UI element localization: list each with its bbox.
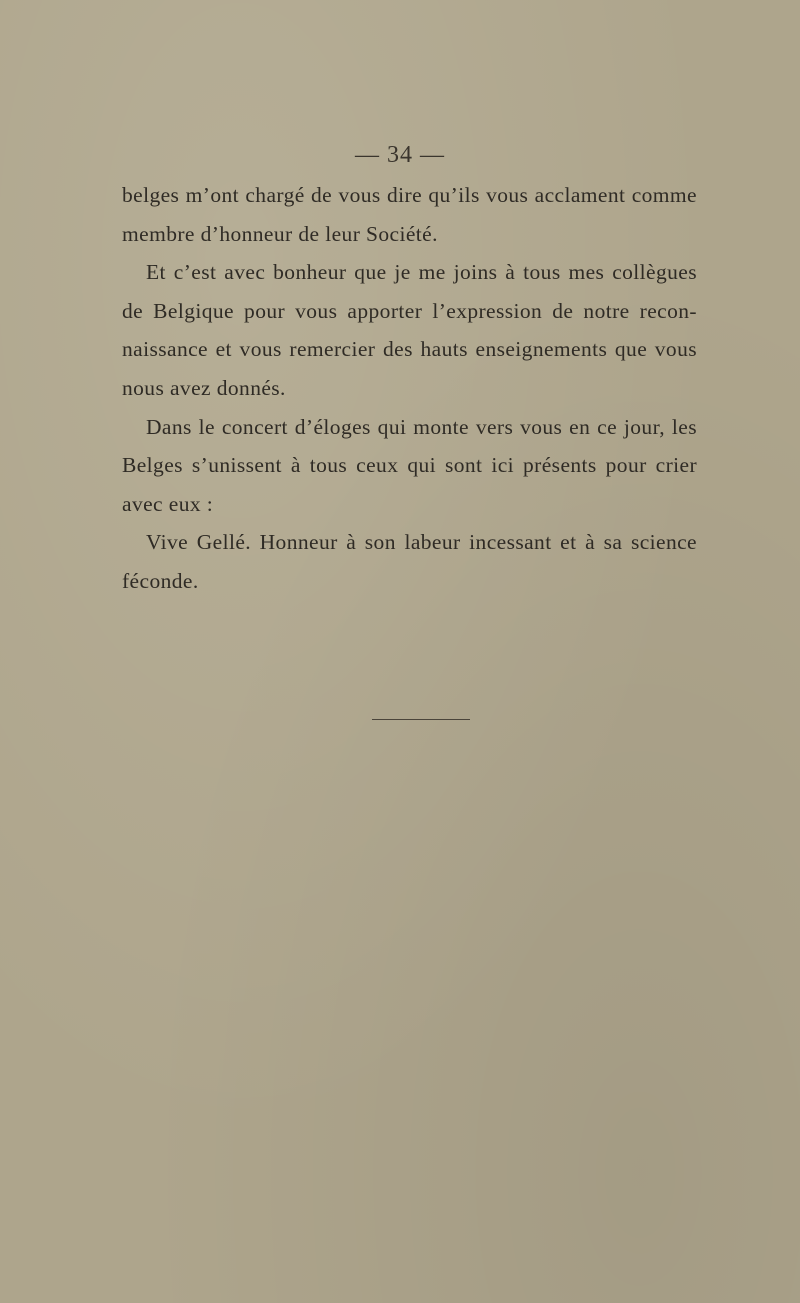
paragraph-2: Et c’est avec bonheur que je me joins à tous mes collègues de Belgique pour vous apporter l’expression de notre recon-naissance et vous remercier des hauts enseignements que vous nous avez donnés. <box>122 260 697 400</box>
page-number: — 34 — <box>355 142 445 168</box>
body-text <box>122 176 697 601</box>
closing-rule <box>372 719 470 720</box>
paragraph-3: Dans le concert d’éloges qui monte vers vous en ce jour, les Belges s’unissent à tous ceux qui sont ici présents pour crier avec eux : <box>122 414 697 516</box>
paragraph-4: Vive Gellé. Honneur à son labeur incessant et à sa science féconde. <box>122 530 697 593</box>
paragraph-1: belges m’ont chargé de vous dire qu’ils vous acclament comme membre d’honneur de leur Société. <box>122 183 697 246</box>
